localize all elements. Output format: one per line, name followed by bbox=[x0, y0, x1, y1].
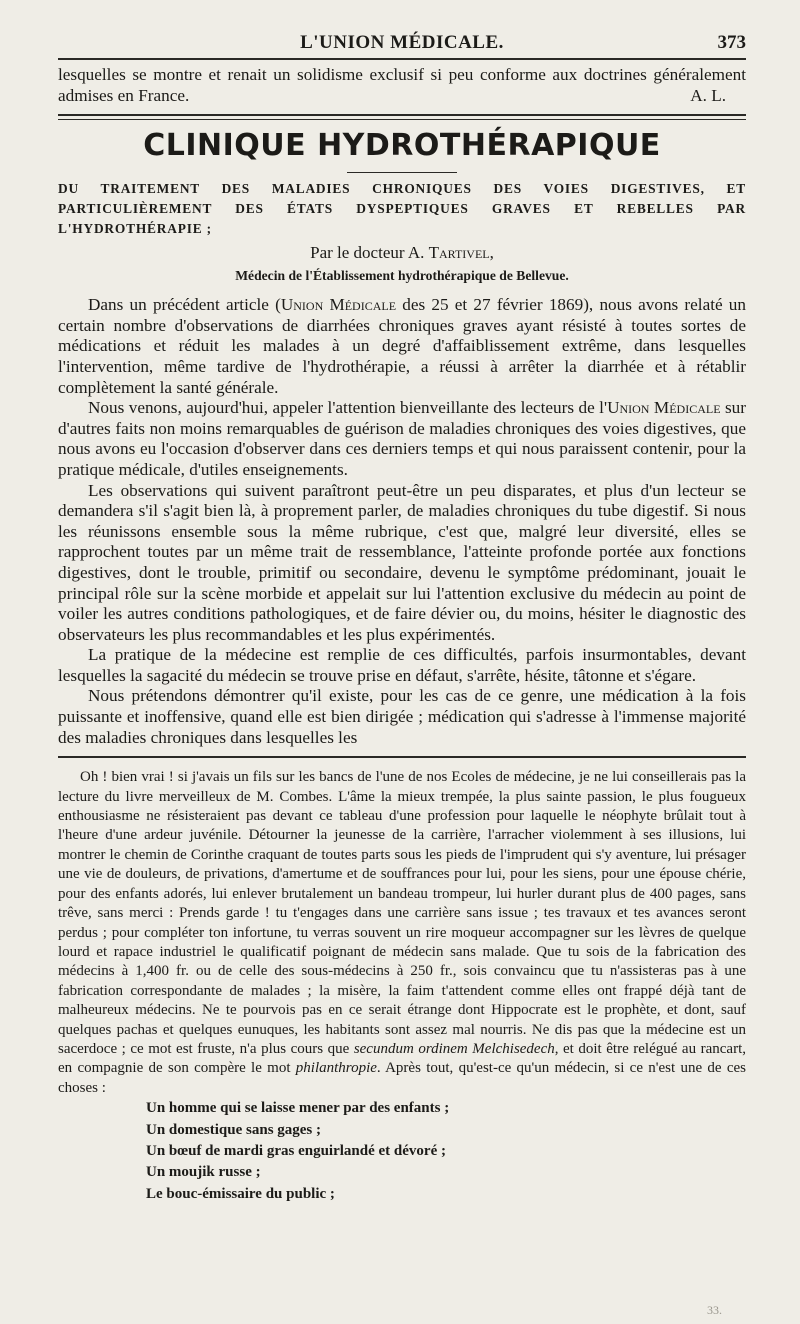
page bbox=[58, 28, 746, 1205]
running-header bbox=[58, 28, 746, 58]
intro-signature: A. L. bbox=[690, 85, 726, 105]
author-role: Médecin de l'Établissement hydrothérapique de Bellevue. bbox=[235, 268, 569, 284]
section-title: CLINIQUE HYDROTHÉRAPIQUE bbox=[143, 128, 661, 164]
footnote bbox=[58, 768, 746, 1205]
list-item: Un domestique sans gages ; bbox=[146, 1121, 322, 1138]
author-prefix: Par le docteur A. bbox=[310, 243, 425, 263]
footnote-greek: philanthropie bbox=[295, 1060, 377, 1077]
footnote-text-c: . Après tout, qu'est-ce qu'un médecin, si ce n'est une de ces choses : bbox=[58, 1060, 746, 1096]
footnote-list bbox=[58, 1098, 746, 1205]
list-item: Un moujik russe ; bbox=[146, 1164, 261, 1181]
intro-paragraph bbox=[58, 65, 746, 106]
paragraph-1 bbox=[58, 295, 746, 398]
p1-text-b: des 25 et 27 février 1869), nous avons relaté un certain nombre d'observations de diarrhées chroniques graves ayant résisté à toutes sortes de médications et réduit les malades à un degré d'affaiblissement extrême, dans lesquelles l'intervention, même tardive de l'hydrothérapie, a réussi à arrêter la diarrhée et à rétablir complètement la santé générale. bbox=[58, 295, 746, 397]
p1-journal: Union Médicale bbox=[280, 295, 397, 315]
p2-journal: Union Médicale bbox=[607, 398, 721, 418]
paragraph-2 bbox=[58, 398, 746, 480]
footnote-paragraph bbox=[58, 768, 746, 1098]
p2-text-a: Nous venons, aujourd'hui, appeler l'attention bienveillante des lecteurs de l' bbox=[88, 398, 608, 418]
footnote-text-b: , et doit être relégué au rancart, en compagnie de son compère le mot bbox=[58, 1040, 746, 1077]
paragraph-3: Les observations qui suivent paraîtront peut-être un peu disparates, et plus d'un lecteur se demandera s'il s'agit bien là, à proprement parler, de maladies chroniques du tube digestif. Si nous les réunissons ensemble sous la même rubrique, c'est que, malgré leur diversité, elles se rapprochent toutes par un même trait de ressemblance, l'atteinte profonde portée aux fonctions digestives, dont le trouble, primitif ou secondaire, devenu le symptôme prédominant, jouait le principal rôle sur la scène morbide et appelait sur lui l'attention exclusive du médecin au point de voiler les autres conditions pathologiques, et de faire dévier ou, du moins, hésiter le diagnostic des observateurs les plus recommandables et les plus expérimentés. bbox=[58, 480, 746, 644]
p1-text-a: Dans un précédent article ( bbox=[88, 295, 281, 315]
signature-mark: 33. bbox=[707, 1303, 722, 1317]
intro-text: lesquelles se montre et renait un solidisme exclusif si peu conforme aux doctrines généralement admises en France. bbox=[58, 65, 746, 105]
section-subtitle: DU TRAITEMENT DES MALADIES CHRONIQUES DES VOIES DIGESTIVES, ET PARTICULIÈREMENT DES ÉTATS DYSPEPTIQUES GRAVES ET REBELLES PAR L'HYDROTHÉRAPIE ; bbox=[58, 181, 746, 237]
title-underline bbox=[347, 172, 457, 173]
header-rule bbox=[58, 58, 746, 60]
paragraph-5: Nous prétendons démontrer qu'il existe, pour les cas de ce genre, une médication à la fois puissante et inoffensive, quand elle est bien dirigée ; médication qui s'adresse à l'immense majorité des maladies chroniques dans lesquelles les bbox=[58, 686, 746, 747]
author-name: Tartivel, bbox=[428, 243, 494, 263]
footnote-text-a: Oh ! bien vrai ! si j'avais un fils sur les bancs de l'une de nos Ecoles de médecine, je ne lui conseillerais pas la lecture du livre merveilleux de M. Combes. L'âme la mieux trempée, la plus sainte passion, le plus fougueux enthousiasme ne résisteraient pas devant ce tableau d'une profession pour laquelle le néophyte brûlait tout à l'heure d'une ardeur juvénile. Détourner la jeunesse de la carrière, l'arracher violemment à ses illusions, lui montrer le chemin de Corinthe craquant de toutes parts sous les pieds de l'imprudent qui s'y aventure, lui présager une vie de douleurs, de privations, d'amertume et de souffrances pour lui, pour les siens, pour une épouse chérie, pour des enfants adorés, lui enlever brutalement un bandeau trompeur, lui hurler durant plus de 400 pages, sans trêve, sans merci : Prends garde ! tu t'engages dans une carrière sans issue ; tes travaux et tes avances seront perdus ; pour compléter ton infortune, tu verras souvent un rire moqueur accompagner sur les lèvres de quelque lourd et rapace industriel le qualificatif poignant de médecin sans malade. Que tu sois de la fabrication des médecins à 1,400 fr. ou de celle des sous-médecins à 250 fr., sois convaincu que tu n'assisteras pas à une fabrication correspondante de malades ; la misère, la faim t'attendent comme elles ont frappé déjà tant de malheureux médecins. Ne te pourvois pas en ce serait étrange dont Hippocrate est le prophète, et dont, sauf quelques pachas et quelques eunuques, les habitants sont assez mal nourris. Ne dis pas que la médecine est un sacerdoce ; ce mot est fruste, n'a plus cours que bbox=[58, 769, 746, 1057]
p2-text-b: sur d'autres faits non moins remarquables de guérison de maladies chroniques des voies digestives, que nous avons eu l'occasion d'observer dans ces derniers temps et qui nous paraissent contenir, pour la pratique médicale, d'utiles enseignements. bbox=[58, 398, 746, 479]
footnote-rule bbox=[58, 756, 746, 758]
footnote-latin: secundum ordinem Melchisedech bbox=[353, 1040, 555, 1057]
list-item: Un homme qui se laisse mener par des enfants ; bbox=[146, 1100, 450, 1117]
page-number: 373 bbox=[717, 32, 746, 53]
article-body bbox=[58, 295, 746, 748]
section-divider bbox=[58, 114, 746, 120]
author-line bbox=[58, 243, 746, 263]
paragraph-4: La pratique de la médecine est remplie de ces difficultés, parfois insurmontables, devant lesquelles la sagacité du médecin se trouve prise en défaut, s'arrête, hésite, tâtonne et s'égare. bbox=[58, 645, 746, 685]
journal-title: L'UNION MÉDICALE. bbox=[300, 32, 504, 53]
list-item: Le bouc-émissaire du public ; bbox=[146, 1185, 335, 1202]
list-item: Un bœuf de mardi gras enguirlandé et dévoré ; bbox=[146, 1142, 446, 1159]
